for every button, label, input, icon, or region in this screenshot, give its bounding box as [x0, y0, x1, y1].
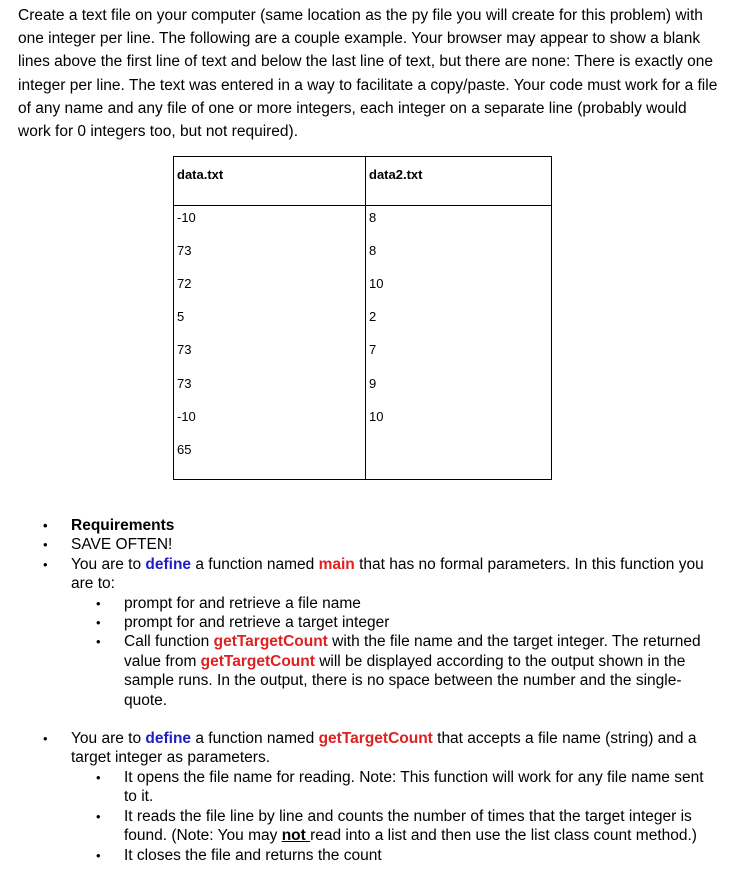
- table-cell: 73: [177, 376, 192, 391]
- table-cell: 7: [369, 342, 377, 357]
- table-cell: 65: [177, 442, 192, 457]
- keyword-not: not: [281, 827, 311, 845]
- data2-txt-column: [365, 157, 551, 479]
- requirements-list: [0, 516, 730, 865]
- keyword-gettargetcount: getTargetCount: [200, 652, 315, 670]
- table-cell: 8: [369, 210, 377, 225]
- text-run: that has no formal parameters. In this function you are to:: [71, 555, 704, 593]
- table-cell: 72: [177, 276, 192, 291]
- data-files-table: [173, 156, 552, 480]
- text-run: Call function: [124, 633, 214, 651]
- table-cell: -10: [177, 409, 196, 424]
- keyword-gettargetcount: getTargetCount: [213, 633, 328, 651]
- text-run: read into a list and then use the list class count method.): [310, 827, 697, 845]
- table-cell: 9: [369, 376, 377, 391]
- main-sub-item-target: • prompt for and retrieve a target integer: [0, 613, 730, 632]
- keyword-main: main: [318, 555, 355, 573]
- table-cell: 8: [369, 243, 377, 258]
- main-sub-item-filename: • prompt for and retrieve a file name: [0, 594, 730, 613]
- data2-txt-header: data2.txt: [369, 167, 423, 182]
- text-run: that accepts a file name (string) and a target integer as parameters.: [71, 730, 697, 767]
- data-txt-header: data.txt: [177, 167, 224, 182]
- keyword-gettargetcount: getTargetCount: [318, 730, 433, 748]
- table-header-row: [174, 157, 365, 206]
- keyword-define: define: [145, 730, 192, 748]
- text-run: with the file name and the target integer. The returned value from: [124, 633, 701, 670]
- table-cell: 73: [177, 342, 192, 357]
- text-run: a function named: [191, 730, 319, 748]
- requirements-heading: • Requirements: [0, 516, 730, 535]
- text-run: It reads the file line by line and counts the number of times that the target integer is found. (Note: You may: [124, 807, 692, 845]
- table-header-row: [365, 157, 551, 206]
- spacer: [0, 710, 730, 729]
- gtc-sub-item-read: [0, 807, 730, 846]
- table-cell: 73: [177, 243, 192, 258]
- save-often-item: • SAVE OFTEN!: [0, 535, 730, 554]
- table-cell: 10: [369, 276, 384, 291]
- keyword-define: define: [145, 555, 192, 573]
- table-cell: 10: [369, 409, 384, 424]
- text-run: will be displayed according to the output shown in the sample runs. In the output, there is no space between the number and the single-quote.: [124, 652, 686, 709]
- gtc-sub-item-close: • It closes the file and returns the count: [0, 846, 730, 865]
- main-function-item: [0, 555, 730, 594]
- text-run: You are to: [71, 730, 146, 748]
- gettargetcount-item: [0, 729, 730, 768]
- text-run: a function named: [191, 555, 319, 573]
- intro-paragraph: Create a text file on your computer (same location as the py file you will create for this problem) with one integer per line. The following are a couple example. Your browser may appear to show a blank lines above the first line of text and below the last line of text, but there are none: There is exactly one integer per line. The text was entered in a way to facilitate a copy/paste. Your code must work for a file of any name and any file of one or more integers, each integer on a separate line (probably would work for 0 integers too, but not required).: [18, 7, 718, 141]
- data-txt-column: [174, 157, 366, 479]
- gtc-sub-item-open: • It opens the file name for reading. Note: This function will work for any file name sent to it.: [0, 768, 730, 807]
- text-run: You are to: [71, 555, 146, 573]
- table-cell: -10: [177, 210, 196, 225]
- table-cell: 2: [369, 309, 377, 324]
- table-cell: 5: [177, 309, 185, 324]
- main-sub-item-call: [0, 632, 730, 710]
